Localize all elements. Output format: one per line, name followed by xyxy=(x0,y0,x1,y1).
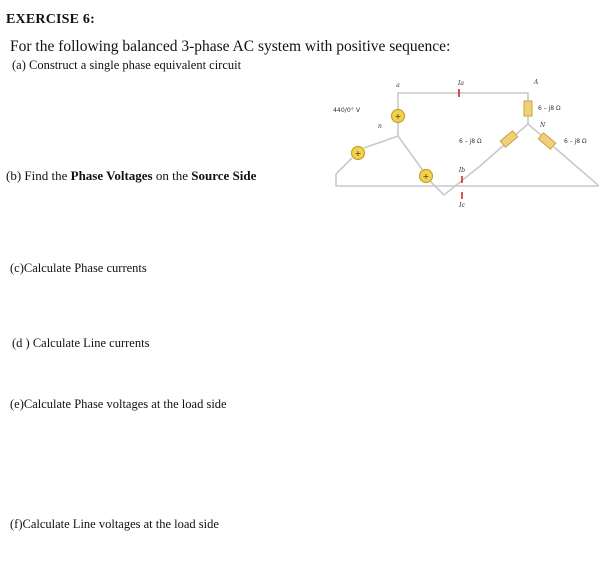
wire-n-to-source-b xyxy=(398,136,424,172)
wire-n-to-source-c xyxy=(364,136,398,148)
question-b xyxy=(6,168,266,184)
wire-source-c-to-left xyxy=(336,158,352,174)
three-phase-circuit-diagram xyxy=(330,68,602,220)
voltage-source-c xyxy=(352,147,365,160)
label-source-voltage: 440/0° V xyxy=(333,107,361,114)
wire-source-b-to-bottom xyxy=(430,181,444,195)
load-impedance-b xyxy=(500,131,517,147)
label-current-c: Ic xyxy=(459,202,465,209)
label-node-N: N xyxy=(540,122,546,129)
load-impedance-a xyxy=(524,101,532,116)
wire-load-c-to-right xyxy=(554,147,598,185)
question-b-mid: on the xyxy=(152,168,192,183)
exercise-title: EXERCISE 6: xyxy=(6,12,95,27)
label-node-A: A xyxy=(533,79,539,86)
question-b-bold-source: Source Side xyxy=(191,168,257,183)
wire-load-b-to-bottom xyxy=(480,145,504,166)
label-current-a: Ia xyxy=(458,80,464,87)
question-b-bold-phase: Phase Voltages xyxy=(70,168,153,183)
intro-text: For the following balanced 3-phase AC system with positive sequence: xyxy=(10,38,451,55)
label-node-a: a xyxy=(396,82,400,89)
question-a: (a) Construct a single phase equivalent circuit xyxy=(12,58,242,72)
load-impedance-c xyxy=(538,133,555,149)
question-d: (d ) Calculate Line currents xyxy=(12,336,150,350)
wire-neutral-to-load-b xyxy=(514,124,528,136)
wire-top-line-a xyxy=(398,93,528,110)
label-impedance-c: 6 – j8 Ω xyxy=(564,138,587,145)
label-impedance-a: 6 – j8 Ω xyxy=(538,105,561,112)
label-impedance-b: 6 – j8 Ω xyxy=(459,138,482,145)
question-b-prefix: (b) Find the xyxy=(6,168,71,183)
question-c: (c)Calculate Phase currents xyxy=(10,261,147,275)
source-b-plus-sign: + xyxy=(422,172,430,181)
question-f: (f)Calculate Line voltages at the load side xyxy=(10,517,219,531)
source-a-plus-sign: + xyxy=(394,112,402,121)
voltage-source-b xyxy=(420,170,433,183)
label-current-b: Ib xyxy=(458,167,466,174)
source-c-plus-sign: + xyxy=(354,149,362,158)
label-node-n: n xyxy=(378,123,382,130)
question-e: (e)Calculate Phase voltages at the load side xyxy=(10,397,227,411)
voltage-source-a xyxy=(392,110,405,123)
